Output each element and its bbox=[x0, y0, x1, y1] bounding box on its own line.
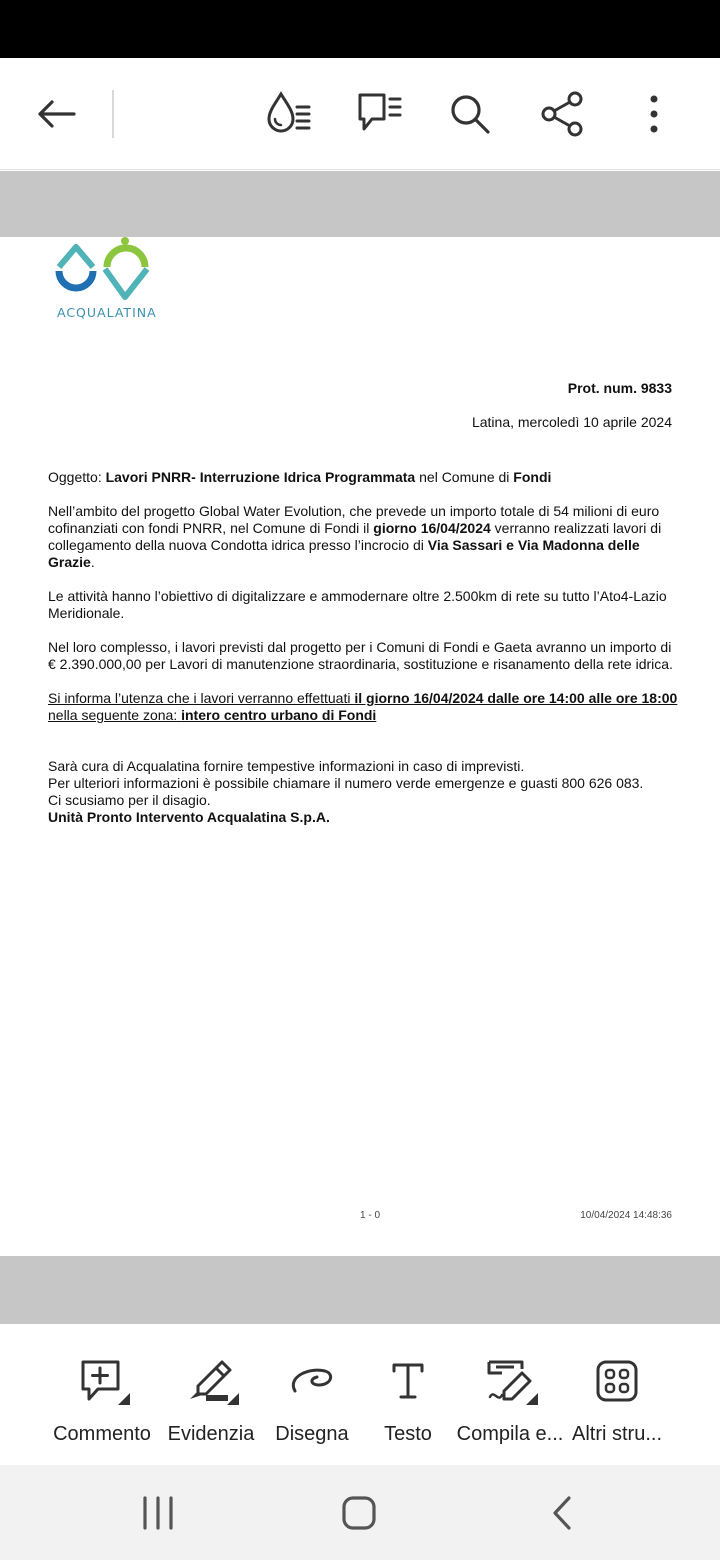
bottom-toolbar bbox=[0, 1325, 720, 1465]
back-button[interactable] bbox=[26, 84, 86, 144]
status-bar bbox=[0, 0, 720, 58]
subject-line bbox=[48, 469, 678, 486]
page-gap-top bbox=[0, 171, 720, 237]
document-date: Latina, mercoledì 10 aprile 2024 bbox=[471, 414, 672, 430]
tool-evidenzia[interactable] bbox=[166, 1353, 256, 1446]
toolbar-divider bbox=[112, 90, 114, 138]
subject-place: Fondi bbox=[513, 469, 552, 485]
tool-altri-label: Altri stru... bbox=[571, 1423, 662, 1445]
more-vertical-icon bbox=[648, 94, 660, 134]
subject-mid: nel Comune di bbox=[415, 469, 514, 485]
system-back-icon bbox=[551, 1495, 573, 1531]
paragraph-notice bbox=[48, 690, 678, 724]
pdf-page[interactable] bbox=[0, 237, 720, 1255]
page-footer-number: 1 - 0 bbox=[360, 1210, 381, 1221]
paragraph-project bbox=[48, 503, 678, 571]
tool-compila-label: Compila e... bbox=[456, 1423, 564, 1445]
app-bar bbox=[0, 58, 720, 170]
tool-disegna-label: Disegna bbox=[275, 1423, 349, 1445]
page-footer-timestamp: 10/04/2024 14:48:36 bbox=[580, 1210, 672, 1221]
tool-commento-label: Commento bbox=[53, 1423, 151, 1445]
liquid-mode-button[interactable] bbox=[258, 84, 318, 144]
closing-line-3: Ci scusiamo per il disagio. bbox=[48, 792, 211, 808]
back-arrow-icon bbox=[36, 98, 76, 130]
comment-add-icon bbox=[72, 1353, 132, 1409]
recent-apps-button[interactable] bbox=[128, 1493, 188, 1533]
signature-text: Unità Pronto Intervento Acqualatina S.p.A. bbox=[48, 809, 330, 825]
page-gap-bottom bbox=[0, 1256, 720, 1324]
share-button[interactable] bbox=[532, 84, 592, 144]
notice-time: il giorno 16/04/2024 dalle ore 14:00 alle ore 18:00 bbox=[354, 690, 678, 706]
closing-line-1: Sarà cura di Acqualatina fornire tempestive informazioni in caso di imprevisti. bbox=[48, 758, 525, 774]
search-button[interactable] bbox=[440, 84, 500, 144]
more-tools-icon bbox=[587, 1353, 647, 1409]
document-body bbox=[48, 469, 678, 826]
more-options-button[interactable] bbox=[624, 84, 684, 144]
subject-title: Lavori PNRR- Interruzione Idrica Programmata bbox=[105, 469, 416, 485]
tool-disegna[interactable] bbox=[272, 1353, 352, 1446]
system-back-button[interactable] bbox=[532, 1493, 592, 1533]
para1-c: verranno realizzati lavori di collegamento della nuova Condotta idrica presso l’incrocio di bbox=[48, 520, 662, 553]
share-icon bbox=[539, 91, 585, 137]
fill-sign-icon bbox=[480, 1353, 540, 1409]
para1-a: Nell’ambito del progetto Global Water Evolution, che prevede un importo totale di 54 milioni di euro cofinanziati con fondi PNRR, nel Comune di Fondi il bbox=[48, 503, 660, 536]
paragraph-costs: Nel loro complesso, i lavori previsti dal progetto per i Comuni di Fondi e Gaeta avranno un importo di € 2.390.000,00 per Lavori di manutenzione straordinaria, sostituzione e risanamento della rete idrica. bbox=[48, 639, 673, 672]
comments-list-icon bbox=[356, 91, 404, 137]
para1-streets: Via Sassari e Via Madonna delle Grazie bbox=[48, 537, 640, 570]
home-icon bbox=[341, 1495, 377, 1531]
highlighter-icon bbox=[181, 1353, 241, 1409]
search-icon bbox=[448, 92, 492, 136]
tool-commento[interactable] bbox=[50, 1353, 154, 1446]
tool-evidenzia-label: Evidenzia bbox=[167, 1423, 255, 1445]
system-nav-bar bbox=[0, 1465, 720, 1560]
para1-e: . bbox=[90, 554, 95, 570]
closing-line-2: Per ulteriori informazioni è possibile chiamare il numero verde emergenze e guasti 800 626 083. bbox=[48, 775, 644, 791]
notice-zone: intero centro urbano di Fondi bbox=[181, 707, 377, 723]
tool-testo-label: Testo bbox=[384, 1423, 432, 1445]
tool-testo[interactable] bbox=[378, 1353, 438, 1446]
notice-c: nella seguente zona: bbox=[48, 707, 182, 723]
recent-apps-icon bbox=[142, 1496, 174, 1530]
notice-a: Si informa l’utenza che i lavori verranno effettuati bbox=[48, 690, 355, 706]
paragraph-activities: Le attività hanno l’obiettivo di digitalizzare e ammodernare oltre 2.500km di rete su tutto l’Ato4-Lazio Meridionale. bbox=[48, 588, 667, 621]
liquid-mode-icon bbox=[263, 91, 313, 137]
home-button[interactable] bbox=[329, 1493, 389, 1533]
logo-text: ACQUALATINA bbox=[57, 305, 157, 320]
draw-icon bbox=[282, 1353, 342, 1409]
subject-label: Oggetto: bbox=[48, 469, 106, 485]
tool-altri[interactable] bbox=[562, 1353, 672, 1446]
para1-date: giorno 16/04/2024 bbox=[373, 520, 491, 536]
signature bbox=[48, 809, 678, 826]
text-icon bbox=[378, 1353, 438, 1409]
protocol-number: Prot. num. 9833 bbox=[567, 380, 672, 396]
comments-list-button[interactable] bbox=[350, 84, 410, 144]
tool-compila[interactable] bbox=[455, 1353, 565, 1446]
